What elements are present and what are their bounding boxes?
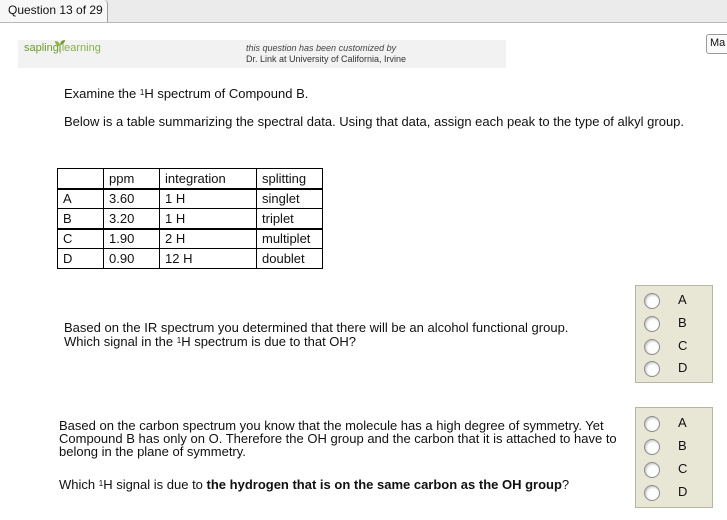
table-cell: 1.90 [104, 229, 160, 249]
table-row [58, 249, 323, 269]
option-label: A [678, 415, 687, 430]
sapling-learning-logo: sapling|learning [24, 42, 101, 54]
option-label: B [678, 315, 687, 330]
table-cell: D [58, 249, 104, 269]
side-tab[interactable]: Ma [706, 34, 727, 54]
table-cell: 3.20 [104, 209, 160, 229]
q1-option-d[interactable] [644, 358, 706, 380]
q2-post: ? [561, 477, 570, 492]
table-cell: 1 H [160, 189, 257, 209]
table-cell: 3.60 [104, 189, 160, 209]
table-header-cell: splitting [257, 169, 323, 189]
question-1-text [64, 321, 624, 349]
q2-pre: Which [59, 477, 99, 492]
q2-option-d[interactable] [644, 482, 706, 504]
radio-button[interactable] [644, 416, 660, 432]
q1-post: H spectrum is due to that OH? [181, 334, 357, 349]
question-2-paragraph: Based on the carbon spectrum you know that the molecule has a high degree of symmetry. Yet Compound B has only on O. Therefore the OH group and the carbon that it is attached to have to belong in the plane of symmetry. [59, 418, 617, 459]
option-label: C [678, 338, 688, 353]
customized-by-label: this question has been customized by [246, 43, 397, 53]
option-label: D [678, 484, 688, 499]
option-label: C [678, 461, 688, 476]
radio-button[interactable] [644, 462, 660, 478]
table-row [58, 229, 323, 249]
radio-button[interactable] [644, 316, 660, 332]
superscript: 1 [139, 88, 145, 97]
table-row [58, 209, 323, 229]
table-cell: multiplet [257, 229, 323, 249]
radio-button[interactable] [644, 293, 660, 309]
spectral-data-table [57, 168, 323, 269]
table-cell: 1 H [160, 209, 257, 229]
question-2-ask [59, 478, 569, 492]
table-cell: C [58, 229, 104, 249]
examine-post: H spectrum of Compound B. [144, 86, 309, 101]
table-cell: doublet [257, 249, 323, 269]
option-label: D [678, 360, 688, 375]
table-cell: triplet [257, 209, 323, 229]
q1-pre: Which signal in the [64, 334, 177, 349]
customization-note [246, 43, 406, 65]
radio-button[interactable] [644, 485, 660, 501]
table-description: Below is a table summarizing the spectral data. Using that data, assign each peak to the type of alkyl group. [64, 114, 685, 129]
radio-button[interactable] [644, 361, 660, 377]
radio-button[interactable] [644, 439, 660, 455]
table-header-cell: integration [160, 169, 257, 189]
table-cell: singlet [257, 189, 323, 209]
logo-sapling-text: sapling [24, 42, 59, 54]
table-cell: 0.90 [104, 249, 160, 269]
customized-author: Dr. Link at University of California, Irvine [246, 54, 407, 64]
table-header-cell: ppm [104, 169, 160, 189]
q2-option-a[interactable] [644, 413, 706, 435]
q1-option-a[interactable] [644, 290, 706, 312]
table-cell: 12 H [160, 249, 257, 269]
question-2-options [635, 407, 713, 508]
q2-emphasis: the hydrogen that is on the same carbon as the OH group [206, 477, 562, 492]
q2-mid: H signal is due to [103, 477, 207, 492]
question-tab[interactable]: Question 13 of 29 [0, 0, 108, 22]
examine-pre: Examine the [64, 86, 140, 101]
q2-option-c[interactable] [644, 459, 706, 481]
question-1-line2 [64, 335, 624, 349]
table-cell: 2 H [160, 229, 257, 249]
table-cell: B [58, 209, 104, 229]
option-label: B [678, 438, 687, 453]
superscript: 1 [176, 336, 182, 345]
superscript: 1 [98, 479, 104, 488]
q2-option-b[interactable] [644, 436, 706, 458]
examine-instruction [64, 87, 308, 101]
table-cell: A [58, 189, 104, 209]
q1-option-c[interactable] [644, 336, 706, 358]
question-1-line1: Based on the IR spectrum you determined that there will be an alcohol functional group. [64, 320, 569, 335]
table-row [58, 189, 323, 209]
question-1-options [635, 285, 713, 383]
table-header-row [58, 169, 323, 189]
logo-learning-text: learning [61, 42, 101, 54]
q1-option-b[interactable] [644, 313, 706, 335]
radio-button[interactable] [644, 339, 660, 355]
option-label: A [678, 292, 687, 307]
table-header-cell [58, 169, 104, 189]
tab-bar [0, 0, 727, 23]
